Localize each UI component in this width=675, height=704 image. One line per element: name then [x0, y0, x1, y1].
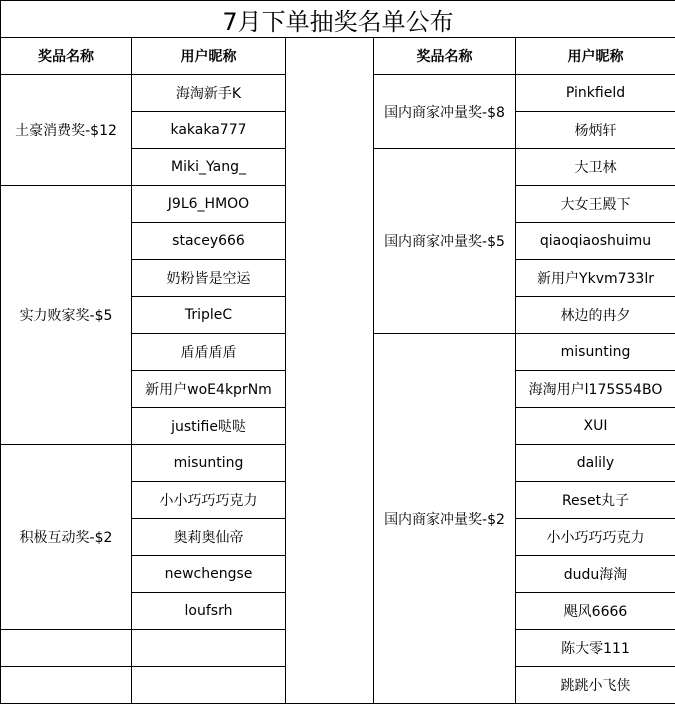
header-left-user: 用户昵称 — [132, 38, 286, 75]
user-cell: 奥莉奥仙帝 — [132, 519, 286, 556]
user-cell: 跳跳小飞侠 — [516, 667, 675, 704]
user-cell: XUI — [516, 408, 675, 445]
user-cell: misunting — [516, 334, 675, 371]
prize-cell: 实力败家奖-$5 — [1, 186, 132, 445]
user-cell: loufsrh — [132, 593, 286, 630]
page-title: 7月下单抽奖名单公布 — [1, 1, 675, 38]
user-cell: 盾盾盾盾 — [132, 334, 286, 371]
user-cell: 小小巧巧巧克力 — [516, 519, 675, 556]
user-cell: 新用户Ykvm733lr — [516, 260, 675, 297]
user-cell: qiaoqiaoshuimu — [516, 223, 675, 260]
user-cell: dudu海淘 — [516, 556, 675, 593]
user-cell: Pinkfield — [516, 75, 675, 112]
user-cell: 新用户woE4kprNm — [132, 371, 286, 408]
user-cell: justifie哒哒 — [132, 408, 286, 445]
user-cell: 海淘用户l175S54BO — [516, 371, 675, 408]
user-cell: 杨炳轩 — [516, 112, 675, 149]
empty-prize-cell — [1, 630, 132, 667]
header-right-user: 用户昵称 — [516, 38, 675, 75]
user-cell: 林边的冉夕 — [516, 297, 675, 334]
user-cell: 大卫林 — [516, 149, 675, 186]
user-cell: newchengse — [132, 556, 286, 593]
user-cell: dalily — [516, 445, 675, 482]
spacer-column — [286, 38, 374, 704]
user-cell: 小小巧巧巧克力 — [132, 482, 286, 519]
user-cell: 陈大零111 — [516, 630, 675, 667]
header-left-prize: 奖品名称 — [1, 38, 132, 75]
user-cell: 海淘新手K — [132, 75, 286, 112]
user-cell: Miki_Yang_ — [132, 149, 286, 186]
prize-cell: 国内商家冲量奖-$5 — [374, 149, 516, 334]
user-cell: stacey666 — [132, 223, 286, 260]
empty-prize-cell — [1, 667, 132, 704]
prize-cell: 土豪消费奖-$12 — [1, 75, 132, 186]
user-cell: 奶粉皆是空运 — [132, 260, 286, 297]
user-cell: J9L6_HMOO — [132, 186, 286, 223]
user-cell: misunting — [132, 445, 286, 482]
user-cell: TripleC — [132, 297, 286, 334]
user-cell: Reset丸子 — [516, 482, 675, 519]
prize-cell: 国内商家冲量奖-$2 — [374, 334, 516, 704]
user-cell: 飓风6666 — [516, 593, 675, 630]
prize-cell: 国内商家冲量奖-$8 — [374, 75, 516, 149]
user-cell: kakaka777 — [132, 112, 286, 149]
empty-user-cell — [132, 667, 286, 704]
header-right-prize: 奖品名称 — [374, 38, 516, 75]
prize-cell: 积极互动奖-$2 — [1, 445, 132, 630]
empty-user-cell — [132, 630, 286, 667]
user-cell: 大女王殿下 — [516, 186, 675, 223]
